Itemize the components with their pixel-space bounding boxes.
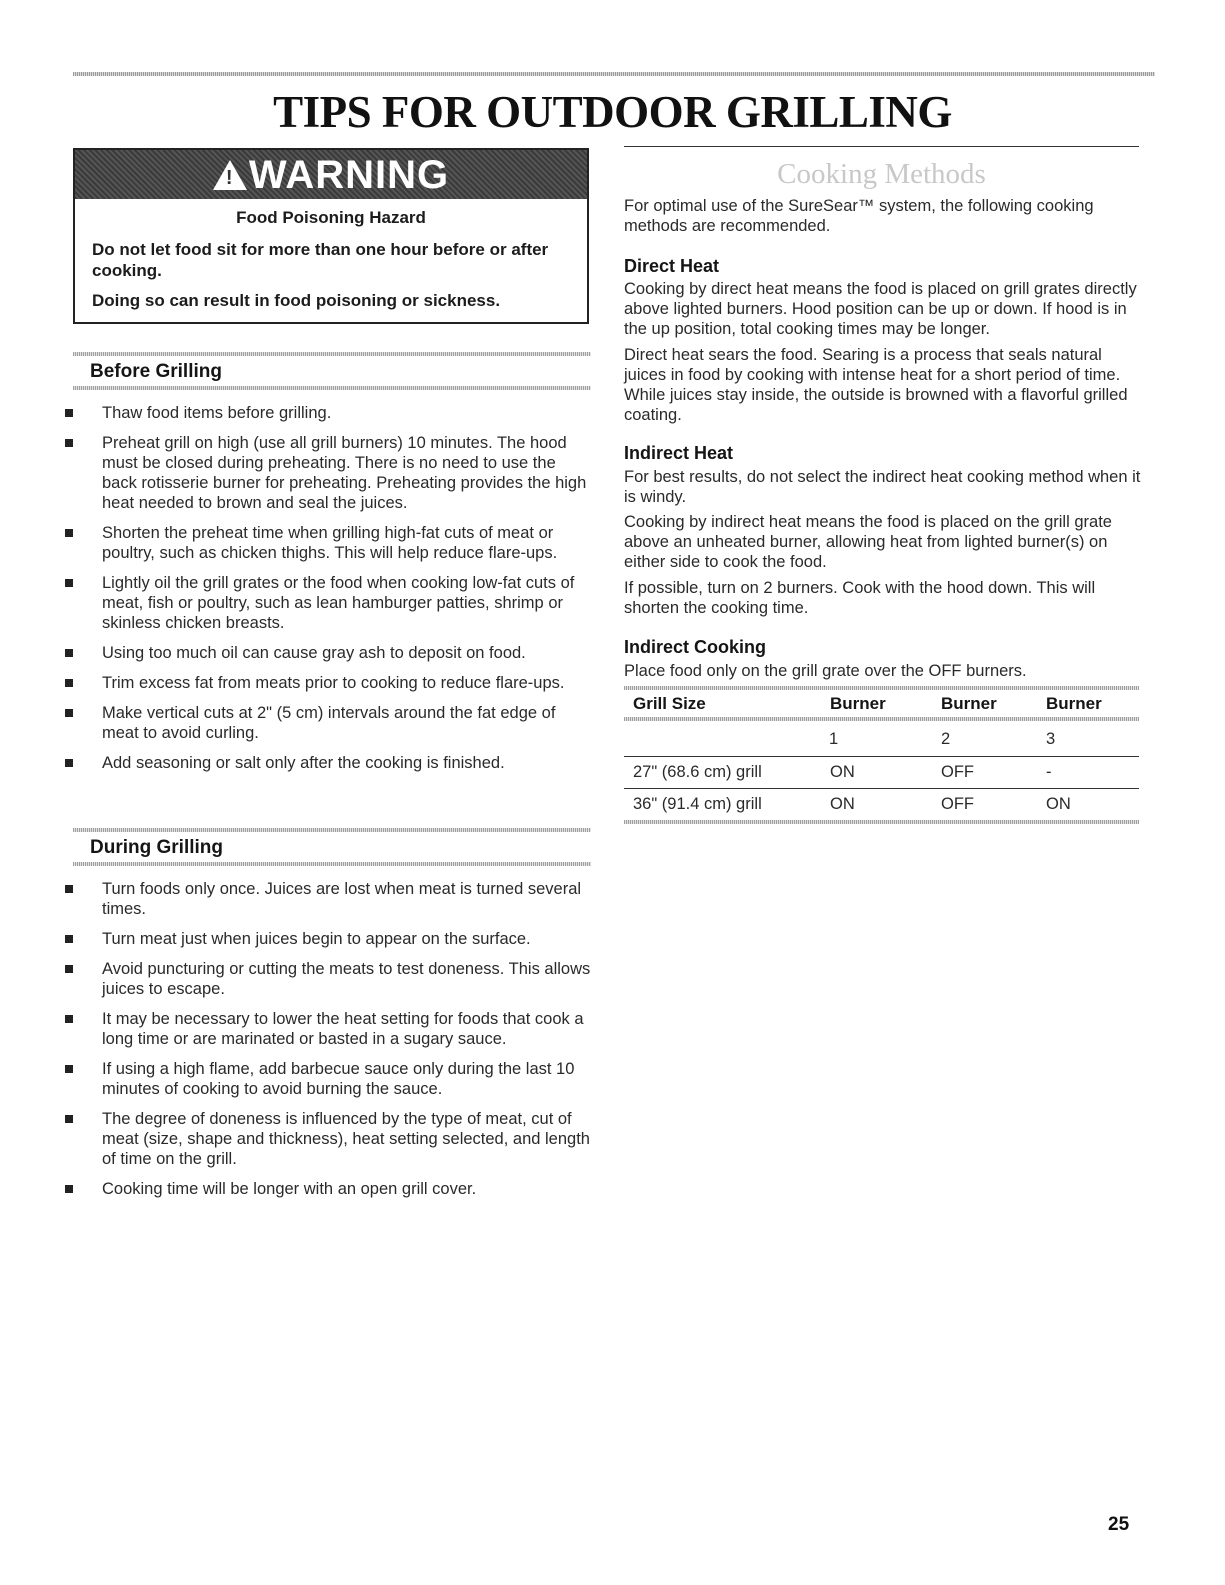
table-subheader-1: 1 — [829, 730, 839, 748]
list-item: Avoid puncturing or cutting the meats to test doneness. This allows juices to escape. — [85, 959, 595, 999]
bullet-icon — [65, 579, 73, 587]
table-cell-burner-2: OFF — [941, 795, 974, 813]
bullet-icon — [65, 965, 73, 973]
warning-banner-label — [75, 153, 587, 198]
bullet-icon — [65, 1115, 73, 1123]
before-grilling-heading: Before Grilling — [90, 361, 222, 382]
table-cell-burner-2: OFF — [941, 763, 974, 781]
table-cell-burner-3: - — [1046, 763, 1052, 781]
before-grilling-top-rule — [73, 352, 591, 356]
warning-line-1: Do not let food sit for more than one hour before or after cooking. — [92, 240, 549, 280]
table-row-divider — [624, 756, 1139, 757]
bullet-icon — [65, 1065, 73, 1073]
indirect-heat-paragraph-1: For best results, do not select the indirect heat cooking method when it is windy. — [624, 468, 1141, 506]
table-row-divider — [624, 788, 1139, 789]
top-dotted-rule — [73, 72, 1155, 76]
list-item: Trim excess fat from meats prior to cooking to reduce flare-ups. — [85, 673, 595, 693]
list-item: Turn meat just when juices begin to appear on the surface. — [85, 929, 595, 949]
bullet-icon — [65, 649, 73, 657]
before-grilling-list — [85, 403, 595, 783]
table-header-rule — [624, 717, 1139, 721]
list-item: Cooking time will be longer with an open grill cover. — [85, 1179, 595, 1199]
table-bottom-rule — [624, 820, 1139, 824]
indirect-heat-heading: Indirect Heat — [624, 443, 734, 463]
list-item: Lightly oil the grill grates or the food when cooking low-fat cuts of meat, fish or poultry, such as lean hamburger patties, shrimp or skinless chicken breasts. — [85, 573, 595, 633]
table-header-burner-2: Burner — [941, 694, 997, 713]
bullet-icon — [65, 439, 73, 447]
list-item: Shorten the preheat time when grilling high-fat cuts of meat or poultry, such as chicken thighs. This will help reduce flare-ups. — [85, 523, 595, 563]
table-cell-burner-1: ON — [830, 795, 855, 813]
page-number: 25 — [1108, 1514, 1130, 1535]
table-cell-burner-3: ON — [1046, 795, 1071, 813]
table-header-burner-3: Burner — [1046, 694, 1102, 713]
table-top-rule — [624, 686, 1139, 690]
cooking-methods-rule — [624, 146, 1139, 147]
list-item: Using too much oil can cause gray ash to deposit on food. — [85, 643, 595, 663]
bullet-icon — [65, 709, 73, 717]
during-grilling-top-rule — [73, 828, 591, 832]
bullet-icon — [65, 935, 73, 943]
list-item: The degree of doneness is influenced by the type of meat, cut of meat (size, shape and thickness), heat setting selected, and length of time on the grill. — [85, 1109, 595, 1169]
bullet-icon — [65, 885, 73, 893]
table-header-grill-size: Grill Size — [633, 694, 706, 713]
warning-line-2: Doing so can result in food poisoning or sickness. — [92, 291, 501, 310]
during-grilling-heading: During Grilling — [90, 837, 223, 858]
during-grilling-list — [85, 879, 595, 1209]
warning-box — [73, 148, 589, 324]
table-cell-grill-size: 36" (91.4 cm) grill — [633, 795, 762, 813]
indirect-heat-paragraph-2: Cooking by indirect heat means the food is placed on the grill grate above an unheated burner, allowing heat from lighted burner(s) on either side to cook the food. — [624, 513, 1112, 571]
warning-hazard-title: Food Poisoning Hazard — [236, 208, 426, 227]
cooking-methods-intro: For optimal use of the SureSear™ system, the following cooking methods are recommended. — [624, 197, 1094, 235]
direct-heat-heading: Direct Heat — [624, 256, 720, 276]
warning-triangle-icon — [213, 160, 247, 190]
indirect-cooking-paragraph: Place food only on the grill grate over the OFF burners. — [624, 662, 1027, 680]
indirect-heat-paragraph-3: If possible, turn on 2 burners. Cook with the hood down. This will shorten the cooking time. — [624, 579, 1096, 617]
bullet-icon — [65, 529, 73, 537]
cooking-methods-heading: Cooking Methods — [777, 158, 986, 190]
table-subheader-2: 2 — [941, 730, 951, 748]
warning-word: WARNING — [248, 153, 450, 197]
bullet-icon — [65, 1185, 73, 1193]
direct-heat-paragraph-2: Direct heat sears the food. Searing is a process that seals natural juices in food by cooking with intense heat for a short period of time. While juices stay inside, the outside is browned with a flavorful grilled coating. — [624, 346, 1128, 424]
direct-heat-paragraph-1: Cooking by direct heat means the food is placed on grill grates directly above lighted burners. Hood position can be up or down. If hood is in the up position, total cooking times may be longer. — [624, 280, 1137, 338]
table-cell-burner-1: ON — [830, 763, 855, 781]
before-grilling-bottom-rule — [73, 386, 591, 390]
list-item: Add seasoning or salt only after the cooking is finished. — [85, 753, 595, 773]
list-item: It may be necessary to lower the heat setting for foods that cook a long time or are marinated or basted in a sugary sauce. — [85, 1009, 595, 1049]
during-grilling-bottom-rule — [73, 862, 591, 866]
list-item: Thaw food items before grilling. — [85, 403, 595, 423]
bullet-icon — [65, 1015, 73, 1023]
table-cell-grill-size: 27" (68.6 cm) grill — [633, 763, 762, 781]
bullet-icon — [65, 409, 73, 417]
table-header-burner-1: Burner — [830, 694, 886, 713]
bullet-icon — [65, 759, 73, 767]
list-item: Make vertical cuts at 2" (5 cm) intervals around the fat edge of meat to avoid curling. — [85, 703, 595, 743]
list-item: Turn foods only once. Juices are lost when meat is turned several times. — [85, 879, 595, 919]
list-item: Preheat grill on high (use all grill burners) 10 minutes. The hood must be closed during preheating. There is no need to use the back rotisserie burner for preheating. Preheating provides the high heat needed to brown and seal the juices. — [85, 433, 595, 513]
list-item: If using a high flame, add barbecue sauce only during the last 10 minutes of cooking to avoid burning the sauce. — [85, 1059, 595, 1099]
page-title: TIPS FOR OUTDOOR GRILLING — [273, 87, 952, 137]
table-subheader-3: 3 — [1046, 730, 1056, 748]
indirect-cooking-heading: Indirect Cooking — [624, 637, 767, 657]
warning-banner — [75, 150, 587, 199]
bullet-icon — [65, 679, 73, 687]
